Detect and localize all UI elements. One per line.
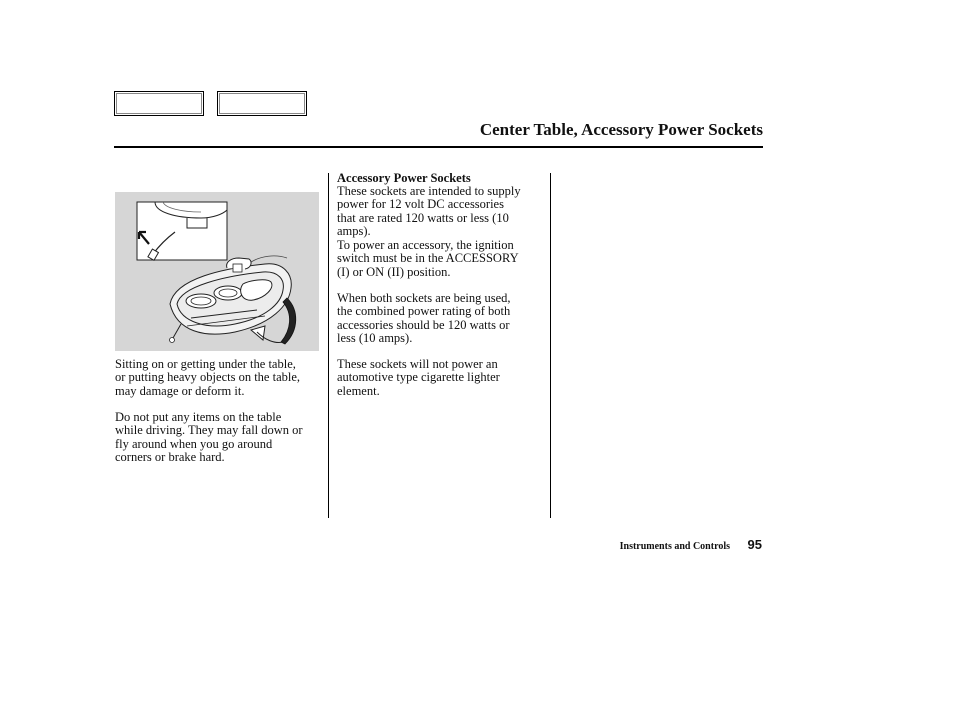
section-heading-accessory-sockets: Accessory Power Sockets	[337, 171, 471, 185]
title-rule	[114, 146, 763, 148]
left-paragraph-1: Sitting on or getting under the table, or putting heavy objects on the table, may damage or deform it.	[115, 357, 301, 398]
right-paragraph-1: These sockets are intended to supply power for 12 volt DC accessories that are rated 120 watts or less (10 amps).	[337, 184, 521, 238]
contents-nav-button[interactable]	[114, 91, 204, 116]
footer-section-name: Instruments and Controls	[619, 541, 730, 552]
right-paragraph-2: To power an accessory, the ignition switch must be in the ACCESSORY (I) or ON (II) position.	[337, 238, 519, 279]
right-paragraph-3: When both sockets are being used, the combined power rating of both accessories should be 120 watts or less (10 amps).	[337, 291, 511, 345]
center-table-drawing	[115, 192, 319, 351]
column-divider-right	[550, 173, 551, 518]
right-paragraph-4: These sockets will not power an automotive type cigarette lighter element.	[337, 357, 500, 398]
page-number: 95	[747, 537, 762, 552]
index-nav-button[interactable]	[217, 91, 307, 116]
column-divider-left	[328, 173, 329, 518]
page-title: Center Table, Accessory Power Sockets	[479, 120, 763, 139]
left-paragraph-2: Do not put any items on the table while driving. They may fall down or fly around when you go around corners or brake hard.	[115, 410, 303, 464]
center-table-illustration	[115, 192, 319, 351]
